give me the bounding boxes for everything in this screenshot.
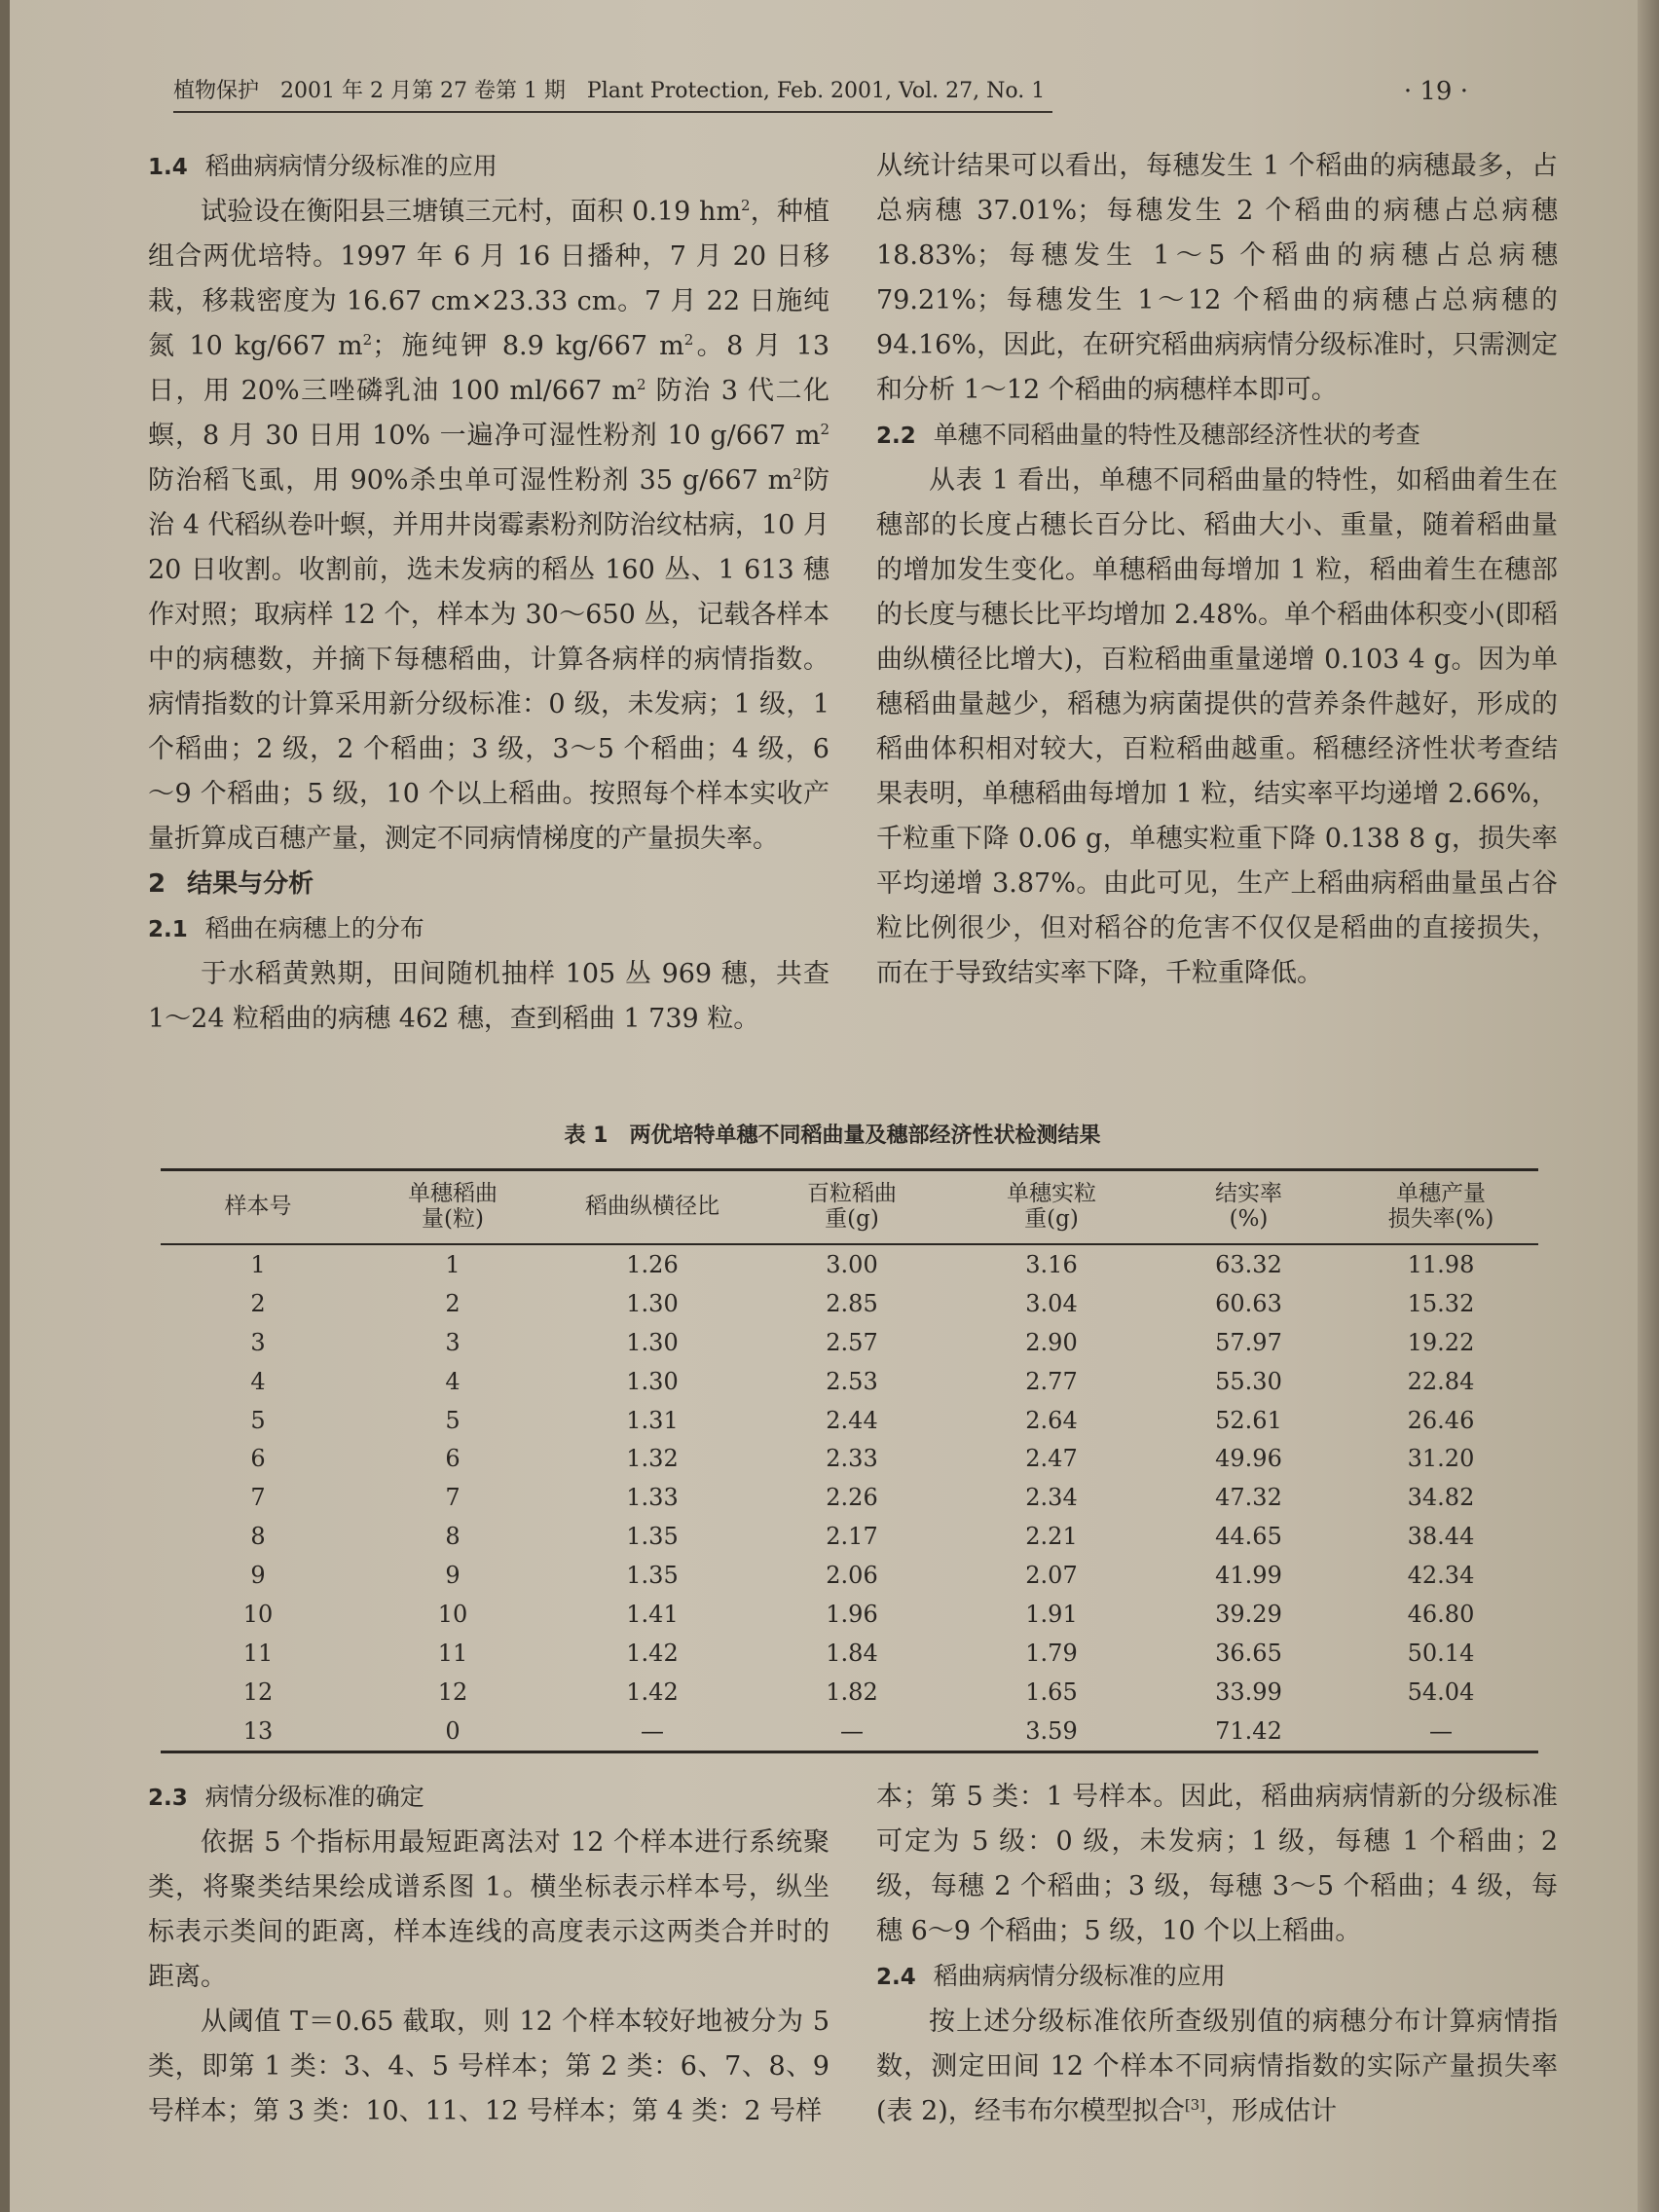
section-title: 稻曲病病情分级标准的应用 bbox=[933, 1962, 1226, 1990]
table-cell: 60.63 bbox=[1215, 1289, 1282, 1317]
table-cell: 1.31 bbox=[626, 1406, 679, 1434]
table-cell: 22.84 bbox=[1407, 1367, 1475, 1395]
header-seed-setting: 结实率 (%) bbox=[1154, 1170, 1344, 1245]
table-cell: 2.47 bbox=[1025, 1445, 1078, 1473]
table-cell: 15.32 bbox=[1407, 1289, 1475, 1317]
table-cell: 2 bbox=[445, 1289, 461, 1317]
table-cell: 34.82 bbox=[1407, 1484, 1475, 1512]
table-title: 两优培特单穗不同稻曲量及穗部经济性状检测结果 bbox=[629, 1124, 1101, 1148]
table-cell: 49.96 bbox=[1215, 1445, 1282, 1473]
table-cell: 2.53 bbox=[826, 1367, 878, 1395]
table-row bbox=[161, 1556, 1538, 1595]
table-cell: 1.35 bbox=[626, 1562, 679, 1590]
right-column-top bbox=[876, 144, 1558, 996]
table-cell: 41.99 bbox=[1215, 1562, 1282, 1590]
header-smut-count: 单穗稻曲 量(粒) bbox=[355, 1170, 550, 1245]
table-cell: 1.32 bbox=[626, 1445, 679, 1473]
table-cell: 1.82 bbox=[826, 1677, 878, 1706]
header-hundred-weight: 百粒稻曲 重(g) bbox=[755, 1170, 949, 1245]
section-title: 稻曲在病穗上的分布 bbox=[204, 914, 424, 942]
table-cell: 1.30 bbox=[626, 1289, 679, 1317]
table-cell: 0 bbox=[355, 1712, 550, 1751]
table-cell: 8 bbox=[250, 1523, 266, 1551]
table-cell: 6 bbox=[250, 1445, 266, 1473]
table-row bbox=[161, 1673, 1538, 1712]
section-2-3-heading bbox=[148, 1775, 830, 1821]
page-left-edge bbox=[0, 0, 10, 2212]
section-2-4-heading bbox=[876, 1954, 1558, 2000]
table-cell: 11.98 bbox=[1407, 1250, 1475, 1278]
table-cell: 3.04 bbox=[1025, 1289, 1078, 1317]
right-column-bottom bbox=[876, 1775, 1558, 2134]
table-cell: 2.21 bbox=[1025, 1523, 1078, 1551]
section-number: 2.1 bbox=[148, 917, 188, 942]
table-cell: 1.79 bbox=[1025, 1639, 1078, 1667]
left-column-bottom bbox=[148, 1775, 830, 2134]
table-cell: 63.32 bbox=[1215, 1250, 1282, 1278]
table-cell: — bbox=[550, 1712, 755, 1751]
section-number: 2.4 bbox=[876, 1965, 916, 1990]
table-cell: 4 bbox=[445, 1367, 461, 1395]
section-title: 稻曲病病情分级标准的应用 bbox=[204, 152, 498, 180]
table-cell: 1.26 bbox=[626, 1250, 679, 1278]
table-cell: 1.84 bbox=[826, 1639, 878, 1667]
header-yield-loss: 单穗产量 损失率(%) bbox=[1344, 1170, 1538, 1245]
table-cell: 47.32 bbox=[1215, 1484, 1282, 1512]
table-cell: 6 bbox=[445, 1445, 461, 1473]
table-cell: 13 bbox=[161, 1712, 355, 1751]
section-title: 单穗不同稻曲量的特性及穗部经济性状的考查 bbox=[933, 421, 1420, 449]
table-label: 表 1 bbox=[564, 1124, 608, 1148]
table-cell: 10 bbox=[242, 1600, 274, 1628]
table-cell: 1.65 bbox=[1025, 1677, 1078, 1706]
section-2-1-heading bbox=[148, 906, 830, 952]
paragraph-distribution: 于水稻黄熟期，田间随机抽样 105 丛 969 穗，共查 1～24 粒稻曲的病穗 462 穗，查到稻曲 1 739 粒。 bbox=[148, 959, 830, 1034]
table-cell: — bbox=[755, 1712, 949, 1751]
table-cell: 36.65 bbox=[1215, 1639, 1282, 1667]
table-cell: 31.20 bbox=[1407, 1445, 1475, 1473]
table-cell: 1.42 bbox=[626, 1677, 679, 1706]
table-cell: 9 bbox=[250, 1562, 266, 1590]
section-number: 2.2 bbox=[876, 424, 916, 449]
page-right-edge bbox=[1638, 0, 1659, 2212]
table-cell: 26.46 bbox=[1407, 1406, 1475, 1434]
section-title: 结果与分析 bbox=[187, 869, 314, 899]
table-cell: 52.61 bbox=[1215, 1406, 1282, 1434]
paragraph-characteristics: 从表 1 看出，单穗不同稻曲量的特性，如稻曲着生在穗部的长度占穗长百分比、稻曲大小、重量，随着稻曲量的增加发生变化。单穗稻曲每增加 1 粒，稻曲着生在穗部的长度与穗长比平均增加 2.48%。单个稻曲体积变小(即稻曲纵横径比增大)，百粒稻曲重量递增 0.103 4 g。因为单穗稻曲量越少，稻穗为病菌提供的营养条件越好，形成的稻曲体积相对较大，百粒稻曲越重。稻穗经济性状考查结果表明，单穗稻曲每增加 1 粒，结实率平均递增 2.66%，千粒重下降 0.06 g，单穗实粒重下降 0.138 8 g，损失率平均递增 3.87%。由此可见，生产上稻曲病稻曲量虽占谷粒比例很少，但对稻谷的危害不仅仅是稻曲的直接损失，而在于导致结实率下降，千粒重降低。 bbox=[876, 465, 1558, 988]
table-cell: 71.42 bbox=[1154, 1712, 1344, 1751]
table-cell: 46.80 bbox=[1407, 1600, 1475, 1628]
table-cell: 44.65 bbox=[1215, 1523, 1282, 1551]
table-1-caption bbox=[156, 1122, 1509, 1151]
paragraph-clustering: 依据 5 个指标用最短距离法对 12 个样本进行系统聚类，将聚类结果绘成谱系图 1。横坐标表示样本号，纵坐标表示类间的距离，样本连线的高度表示这两类合并时的距离。 bbox=[148, 1827, 830, 1992]
table-row bbox=[161, 1362, 1538, 1401]
table-cell: 7 bbox=[250, 1484, 266, 1512]
table-cell: — bbox=[1344, 1712, 1538, 1751]
paragraph-grading: 本；第 5 类：1 号样本。因此，稻曲病病情新的分级标准可定为 5 级：0 级，未发病；1 级，每穗 1 个稻曲；2 级，每穗 2 个稻曲；3 级，每穗 3～5 个稻曲；4 级，每穗 6～9 个稻曲；5 级，10 个以上稻曲。 bbox=[876, 1782, 1558, 1946]
table-cell: 19.22 bbox=[1407, 1328, 1475, 1356]
section-number: 2.3 bbox=[148, 1786, 188, 1811]
table-cell: 8 bbox=[445, 1523, 461, 1551]
paragraph-experiment: 试验设在衡阳县三塘镇三元村，面积 0.19 $hm^2$，种植组合两优培特。1997 年 6 月 16 日播种，7 月 20 日移栽，移栽密度为 16.67 cm×23.33 cm。7 月 22 日施纯氮 10 kg/667 $m^2$；施纯钾 8.9 kg/667 $m^2$。8 月 13 日，用 20%三唑磷乳油 100 ml/667 $m^2$ 防治 3 代二化螟，8 月 30 日用 10% 一遍净可湿性粉剂 10 g/667 $m^2$防治稻飞虱，用 90%杀虫单可湿性粉剂 35 g/667 $m^2$防治 4 代稻纵卷叶螟，并用井岗霉素粉剂防治纹枯病，10 月 20 日收割。收割前，选未发病的稻丛 160 丛、1 613 穗作对照；取病样 12 个，样本为 30～650 丛，记载各样本中的病穗数，并摘下每穗稻曲，计算各病样的病情指数。病情指数的计算采用新分级标准：0 级，未发病；1 级，1 个稻曲；2 级，2 个稻曲；3 级，3～5 个稻曲；4 级，6～9 个稻曲；5 级，10 个以上稻曲。按照每个样本实收产量折算成百穗产量，测定不同病情梯度的产量损失率。 bbox=[148, 197, 830, 854]
table-cell: 42.34 bbox=[1407, 1562, 1475, 1590]
table-cell: 1.35 bbox=[626, 1523, 679, 1551]
table-cell: 1.96 bbox=[826, 1600, 878, 1628]
table-cell: 3 bbox=[250, 1328, 266, 1356]
table-cell: 54.04 bbox=[1407, 1677, 1475, 1706]
table-cell: 2.33 bbox=[826, 1445, 878, 1473]
table-row bbox=[161, 1244, 1538, 1284]
table-cell: 10 bbox=[437, 1600, 468, 1628]
table-cell: 3.16 bbox=[1025, 1250, 1078, 1278]
section-number: 1.4 bbox=[148, 155, 188, 180]
table-cell: 1 bbox=[250, 1250, 266, 1278]
table-row bbox=[161, 1401, 1538, 1440]
reference-3[interactable]: [3] bbox=[1184, 2096, 1206, 2114]
table-cell: 2.64 bbox=[1025, 1406, 1078, 1434]
left-column-top bbox=[148, 144, 830, 1042]
table-row bbox=[161, 1323, 1538, 1362]
table-cell: 2.44 bbox=[826, 1406, 878, 1434]
table-cell: 2.17 bbox=[826, 1523, 878, 1551]
table-cell: 2.06 bbox=[826, 1562, 878, 1590]
table-cell: 55.30 bbox=[1215, 1367, 1282, 1395]
table-cell: 1 bbox=[445, 1250, 461, 1278]
table-cell: 1.30 bbox=[626, 1328, 679, 1356]
table-row bbox=[161, 1595, 1538, 1634]
section-title: 病情分级标准的确定 bbox=[204, 1783, 424, 1811]
table-cell: 2.34 bbox=[1025, 1484, 1078, 1512]
table-cell: 1.42 bbox=[626, 1639, 679, 1667]
table-cell: 2 bbox=[250, 1289, 266, 1317]
paragraph-application: 按上述分级标准依所查级别值的病穗分布计算病情指数，测定田间 12 个样本不同病情指数的实际产量损失率(表 2)，经韦布尔模型拟合[3]，形成估计 bbox=[876, 2007, 1558, 2126]
table-cell: 57.97 bbox=[1215, 1328, 1282, 1356]
table-cell: 3 bbox=[445, 1328, 461, 1356]
paragraph-threshold: 从阈值 T＝0.65 截取，则 12 个样本较好地被分为 5 类，即第 1 类：3、4、5 号样本；第 2 类：6、7、8、9 号样本；第 3 类：10、11、12 号样本；第 4 类：2 号样 bbox=[148, 2007, 830, 2126]
section-number: 2 bbox=[148, 869, 166, 899]
table-cell: 1.33 bbox=[626, 1484, 679, 1512]
table-row bbox=[161, 1284, 1538, 1323]
table-cell: 2.77 bbox=[1025, 1367, 1078, 1395]
table-cell: 1.30 bbox=[626, 1367, 679, 1395]
table-cell: 12 bbox=[242, 1677, 274, 1706]
table-cell: 3.59 bbox=[949, 1712, 1154, 1751]
page-number: · 19 · bbox=[1403, 77, 1468, 106]
running-header bbox=[173, 72, 1468, 111]
table-cell: 4 bbox=[250, 1367, 266, 1395]
section-2-heading bbox=[148, 862, 830, 906]
table-cell: 9 bbox=[445, 1562, 461, 1590]
table-cell: 38.44 bbox=[1407, 1523, 1475, 1551]
table-cell: 33.99 bbox=[1215, 1677, 1282, 1706]
header-ratio: 稻曲纵横径比 bbox=[550, 1170, 755, 1245]
table-cell: 2.90 bbox=[1025, 1328, 1078, 1356]
header-grain-weight: 单穗实粒 重(g) bbox=[949, 1170, 1154, 1245]
table-cell: 2.07 bbox=[1025, 1562, 1078, 1590]
journal-citation: 植物保护 2001 年 2 月第 27 卷第 1 期 Plant Protection, Feb. 2001, Vol. 27, No. 1 bbox=[173, 72, 1052, 113]
table-cell: 2.26 bbox=[826, 1484, 878, 1512]
paragraph-statistics: 从统计结果可以看出，每穗发生 1 个稻曲的病穗最多，占总病穗 37.01%；每穗发生 2 个稻曲的病穗占总病穗 18.83%；每穗发生 1～5 个稻曲的病穗占总病穗 79.21%；每穗发生 1～12 个稻曲的病穗占总病穗的 94.16%，因此，在研究稻曲病病情分级标准时，只需测定和分析 1～12 个稻曲的病穗样本即可。 bbox=[876, 151, 1558, 405]
table-row bbox=[161, 1439, 1538, 1478]
table-cell: 1.91 bbox=[1025, 1600, 1078, 1628]
table-cell: 5 bbox=[445, 1406, 461, 1434]
table-cell: 2.57 bbox=[826, 1328, 878, 1356]
table-header-row bbox=[161, 1170, 1538, 1245]
table-cell: 50.14 bbox=[1407, 1639, 1475, 1667]
table-cell: 12 bbox=[437, 1677, 468, 1706]
table-1 bbox=[161, 1168, 1538, 1753]
table-cell: 5 bbox=[250, 1406, 266, 1434]
table-cell: 1.41 bbox=[626, 1600, 679, 1628]
section-2-2-heading bbox=[876, 413, 1558, 459]
table-row bbox=[161, 1517, 1538, 1556]
table-cell: 3.00 bbox=[826, 1250, 878, 1278]
table-cell: 11 bbox=[437, 1639, 468, 1667]
table-row bbox=[161, 1712, 1538, 1751]
table-cell: 11 bbox=[242, 1639, 274, 1667]
header-sample-no: 样本号 bbox=[161, 1170, 355, 1245]
table-cell: 7 bbox=[445, 1484, 461, 1512]
table-row bbox=[161, 1634, 1538, 1673]
table-row bbox=[161, 1478, 1538, 1517]
table-cell: 2.85 bbox=[826, 1289, 878, 1317]
section-1-4-heading bbox=[148, 144, 830, 190]
table-cell: 39.29 bbox=[1215, 1600, 1282, 1628]
